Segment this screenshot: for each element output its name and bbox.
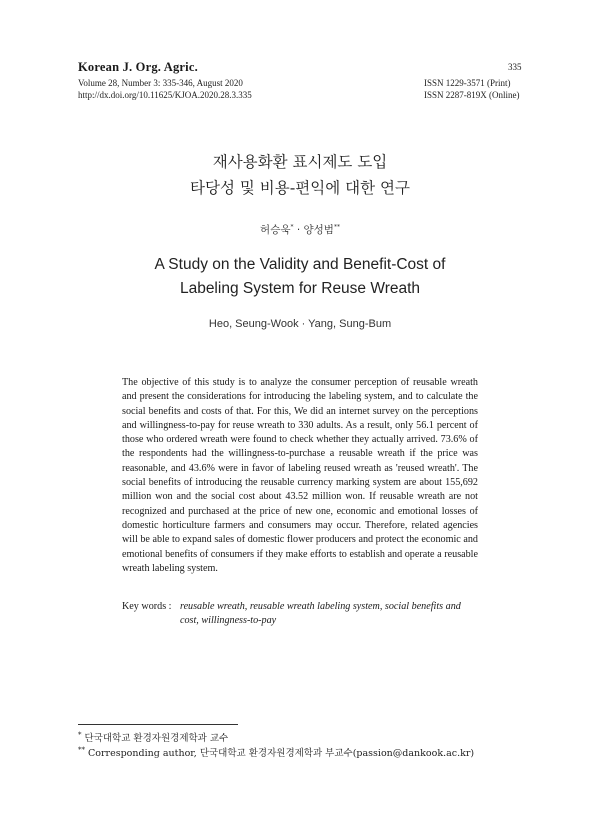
- doi-link[interactable]: http://dx.doi.org/10.11625/KJOA.2020.28.3.335: [78, 90, 252, 100]
- authors-english: Heo, Seung-Wook · Yang, Sung-Bum: [208, 318, 392, 330]
- keywords-text: reusable wreath, reusable wreath labeling system, social benefits and cost, willingness-to-pay: [180, 601, 461, 627]
- footnote-2-mark: **: [78, 745, 85, 754]
- title-english-line-1: A Study on the Validity and Benefit-Cost of: [154, 256, 446, 273]
- footnote-1-text: 단국대학교 환경자원경제학과 교수: [84, 733, 229, 744]
- authors-korean: [0, 222, 600, 237]
- title-korean-line-2: 타당성 및 비용-편익에 대한 연구: [190, 179, 410, 197]
- footnote-1-mark: *: [78, 730, 82, 739]
- author-1-korean: 허승욱: [260, 224, 291, 236]
- author-1-mark: *: [290, 223, 294, 231]
- keywords-label: Key words :: [122, 601, 172, 612]
- page-number: 335: [508, 62, 522, 72]
- author-separator: ·: [293, 224, 304, 236]
- footnote-1: [78, 730, 228, 744]
- abstract-text: The objective of this study is to analyze the consumer perception of reusable wreath and present the considerations for introducing the labeling system, and to calculate the social benefits and costs of that. For this, We did an internet survey on the perceptions and willingness-to-pay for reuse wreath to 330 adults. As a result, only 56.1 percent of those who ordered wreath were found to check whether they actually arrived. 73.6% of the respondents had the willingness-to-purchase a reusable wreath if the price was reasonable, and 43.6% were in favor of labeling reused wreath as 'reused wreath'. The social benefits of introducing the reusable currency marking system are about 155,692 million won and the social cost about 43.52 million won. If reusable wreath are not recognized and purchased at the price of new one, economic and emotional losses of domestic horticulture farmers and consumers may occur. Therefore, related agencies will be able to expand sales of domestic flower producers and protect the economic and emotional benefits of consumers if they make efforts to establish and operate a reusable wreath labeling system.: [122, 377, 478, 574]
- author-2-korean: 양성범: [303, 224, 334, 236]
- title-english-line-2: Labeling System for Reuse Wreath: [179, 280, 421, 297]
- issn-print: ISSN 1229-3571 (Print): [424, 78, 511, 88]
- footnote-2: [78, 745, 474, 759]
- author-2-mark: **: [333, 223, 340, 231]
- journal-name: Korean J. Org. Agric.: [78, 60, 198, 74]
- footnote-divider: [78, 724, 238, 725]
- title-korean-line-1: 재사용화환 표시제도 도입: [212, 153, 388, 171]
- footnote-2-text: Corresponding author, 단국대학교 환경자원경제학과 부교수(passion@dankook.ac.kr): [88, 748, 475, 759]
- volume-line: Volume 28, Number 3: 335-346, August 2020: [78, 78, 243, 88]
- issn-online: ISSN 2287-819X (Online): [424, 90, 520, 100]
- abstract: [122, 376, 478, 576]
